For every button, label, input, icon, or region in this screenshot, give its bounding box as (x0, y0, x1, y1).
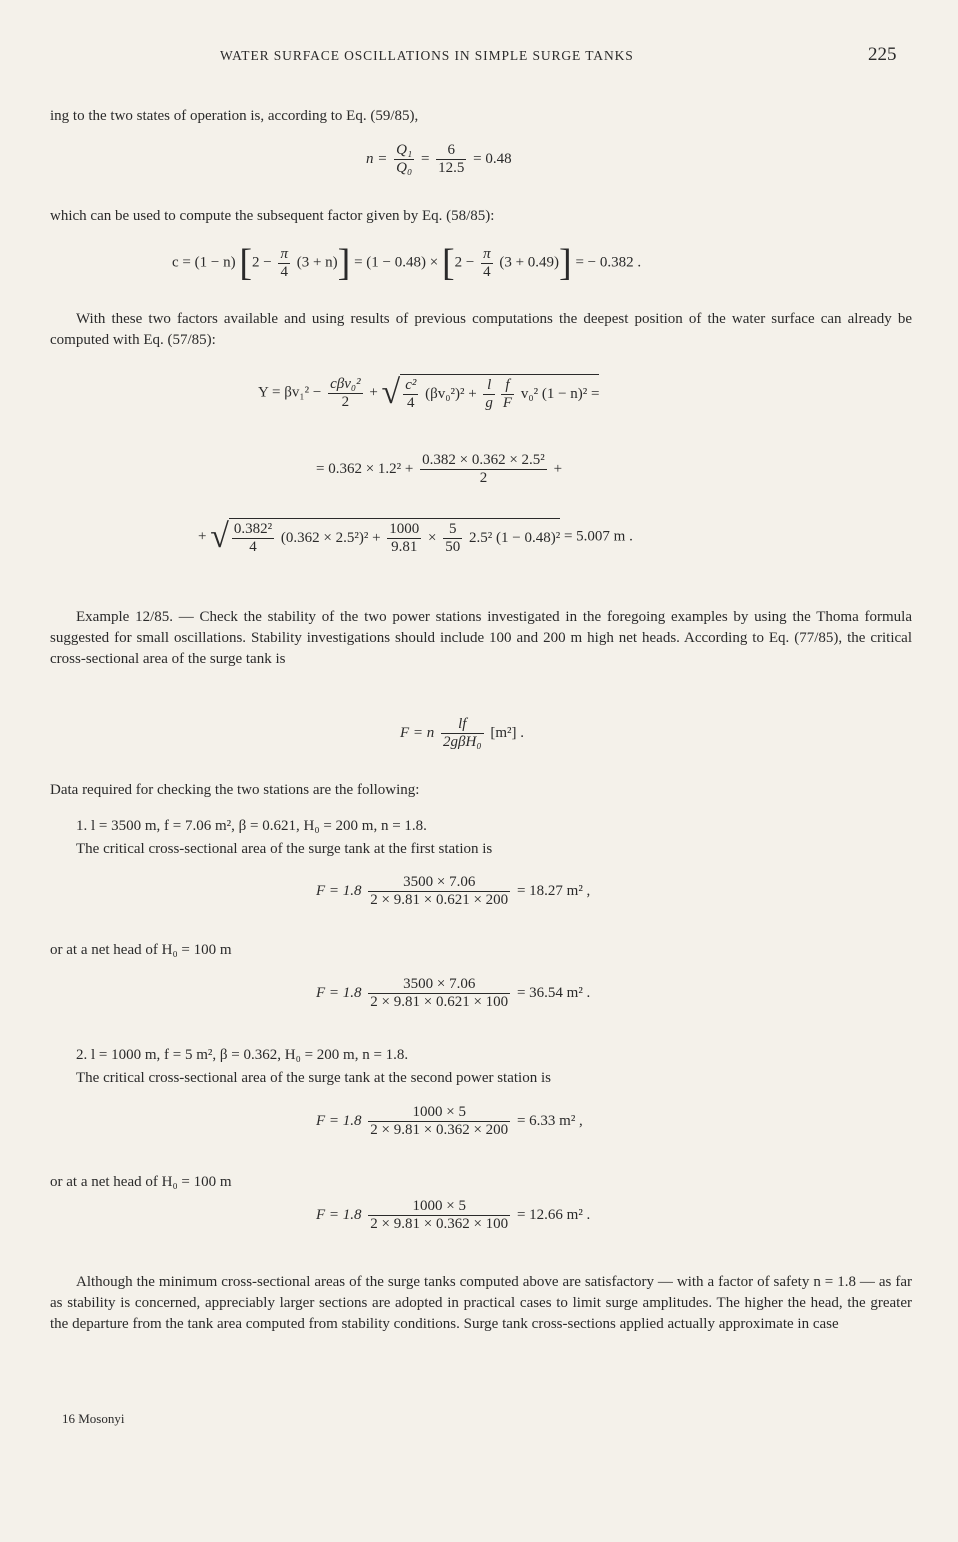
eq-term: 2.5² (1 − 0.48)² (469, 529, 561, 546)
denominator: 4 (407, 395, 415, 411)
eq-result: = 36.54 m² . (516, 984, 591, 1001)
eq-result: = 18.27 m² , (516, 882, 591, 899)
denominator: 2 × 9.81 × 0.362 × 100 (370, 1216, 509, 1232)
eq-result: = 12.66 m² . (516, 1206, 591, 1223)
numerator: 1000 × 5 (368, 1104, 510, 1122)
numerator: lf (441, 716, 484, 734)
eq-result: = 6.33 m² , (516, 1112, 583, 1129)
denominator: 2 (479, 470, 488, 486)
eq-term: = 0.362 × 1.2² + (316, 460, 414, 477)
denominator: 2 × 9.81 × 0.621 × 200 (370, 892, 509, 908)
eq-term: v₀² (1 − n)² = (520, 385, 600, 402)
fraction (403, 377, 418, 412)
equation-1 (316, 874, 590, 909)
sqrt-body (400, 374, 599, 412)
eq-term: + (553, 460, 563, 477)
eq-term: Y = βv₁² − (258, 384, 322, 401)
paragraph-example (50, 607, 912, 670)
fraction (420, 452, 547, 487)
eq-term: F = n (400, 724, 435, 741)
sqrt-body (229, 518, 560, 556)
paragraph: which can be used to compute the subsequent factor given by Eq. (58/85): (50, 208, 495, 224)
bracket-open: [ (239, 242, 252, 284)
eq-term: c = (1 − n) (172, 254, 236, 271)
running-title: WATER SURFACE OSCILLATIONS IN SIMPLE SURGE TANKS (220, 48, 634, 63)
bracket-close: ] (337, 242, 351, 284)
paragraph: The critical cross-sectional area of the surge tank at the second power station is (76, 1070, 551, 1086)
numerator: 1000 × 5 (368, 1198, 510, 1216)
paragraph: 2. l = 1000 m, f = 5 m², β = 0.362, H₀ = 200 m, n = 1.8. (76, 1047, 409, 1063)
numerator: 0.382² (233, 521, 273, 537)
numerator: 0.382 × 0.362 × 2.5² (422, 452, 545, 468)
fraction (501, 377, 514, 412)
fraction (278, 246, 290, 281)
page-header (0, 42, 958, 70)
eq-term: (βv₀²)² + (425, 385, 477, 402)
denominator: 2 × 9.81 × 0.362 × 200 (370, 1122, 509, 1138)
numerator: cβv₀² (330, 375, 361, 392)
paragraph: Although the minimum cross-sectional areas of the surge tanks computed above are satisfactory — with a factor of safety n = 1.8 — as far as stability is concerned, appreciably larger sections are adopted in practical cases to limit surge amplitudes. The higher the head, the greater the departure from the tank area computed from stability conditions. Surge tank cross-sections applied actually approximate in case (50, 1274, 912, 1332)
equation-f (400, 716, 524, 751)
fraction (368, 1198, 510, 1233)
denominator: g (485, 395, 493, 411)
numerator: 5 (443, 521, 462, 539)
numerator: Q₁ (396, 142, 413, 158)
eq-term: 2 − (454, 254, 475, 271)
bracket-close: ] (559, 242, 572, 284)
numerator: 1000 (389, 521, 420, 537)
paragraph: 1. l = 3500 m, f = 7.06 m², β = 0.621, H₀ = 200 m, n = 1.8. (76, 818, 427, 834)
equation-c (172, 244, 641, 282)
denominator: F (502, 395, 513, 411)
eq-result: = − 0.382 . (575, 254, 642, 271)
paragraph: With these two factors available and using results of previous computations the deepest position of the water surface can already be computed with Eq. (57/85): (50, 311, 912, 348)
denominator: Q₀ (396, 160, 413, 176)
eq-term: n = (366, 150, 388, 167)
eq-term: 2 − (251, 254, 272, 271)
eq-term: + (369, 384, 378, 401)
equation-n (366, 142, 512, 177)
eq-result: = 0.48 (473, 150, 512, 167)
numerator: l (483, 377, 495, 395)
fraction (368, 1104, 510, 1139)
denominator: 4 (280, 263, 288, 280)
footer-signature: 16 Mosonyi (62, 1411, 125, 1426)
sqrt-symbol: √ (210, 518, 229, 555)
eq-term: = (1 − 0.48) × (354, 254, 439, 271)
equation-4 (316, 1198, 590, 1233)
denominator: 4 (483, 263, 491, 280)
denominator: 4 (249, 539, 257, 555)
eq-term: F = 1.8 (316, 882, 362, 899)
numerator: π (280, 245, 288, 262)
denominator: 50 (445, 539, 461, 555)
fraction (232, 521, 274, 556)
fraction (368, 874, 510, 909)
denominator: 2 (341, 393, 350, 410)
eq-term: [m²] . (490, 724, 524, 741)
equation-y-line2 (316, 452, 562, 487)
denominator: 9.81 (391, 539, 418, 555)
fraction (481, 246, 493, 281)
eq-term: F = 1.8 (316, 1206, 362, 1223)
sqrt-symbol: √ (381, 374, 401, 411)
numerator: 3500 × 7.06 (368, 976, 510, 994)
numerator: f (501, 377, 514, 395)
denominator: 12.5 (438, 160, 465, 176)
eq-term: F = 1.8 (316, 984, 362, 1001)
numerator: π (483, 245, 491, 262)
equation-y-line3 (198, 518, 633, 556)
eq-term: (0.362 × 2.5²)² + (280, 529, 381, 546)
fraction (441, 716, 484, 751)
paragraph: or at a net head of H₀ = 100 m (50, 942, 232, 958)
page-number: 225 (868, 44, 897, 65)
fraction (483, 377, 495, 412)
bracket-open: [ (441, 242, 455, 284)
fraction (328, 376, 363, 411)
fraction (387, 521, 421, 556)
eq-term: × (428, 529, 437, 546)
numerator: 3500 × 7.06 (368, 874, 510, 892)
paragraph: or at a net head of H₀ = 100 m (50, 1174, 232, 1190)
eq-term: + (198, 528, 207, 545)
fraction (368, 976, 510, 1011)
paragraph-text: Example 12/85. — Check the stability of the two power stations investigated in the foregoing examples by using the Thoma formula suggested for small oscillations. Stability investigations should include 100 and 200 m high net heads. According to Eq. (77/85), the critical cross-sectional area of the surge tank is (50, 609, 912, 667)
denominator: 2 × 9.81 × 0.621 × 100 (370, 994, 509, 1010)
eq-term: F = 1.8 (316, 1112, 362, 1129)
numerator: c² (405, 377, 417, 393)
equation-2 (316, 976, 590, 1011)
fraction (436, 142, 466, 177)
numerator: 6 (436, 142, 466, 160)
paragraph: Data required for checking the two stations are the following: (50, 782, 420, 798)
eq-result: = 5.007 m . (563, 528, 633, 545)
eq-term: (3 + 0.49) (499, 254, 560, 271)
paragraph: The critical cross-sectional area of the surge tank at the first station is (76, 841, 493, 857)
denominator: 2gβH₀ (443, 734, 482, 750)
fraction (394, 142, 414, 177)
equation-y-line1 (258, 374, 599, 412)
eq-term: = (420, 150, 430, 167)
paragraph: ing to the two states of operation is, according to Eq. (59/85), (50, 108, 419, 124)
eq-term: (3 + n) (296, 254, 338, 271)
equation-3 (316, 1104, 583, 1139)
fraction (443, 521, 462, 556)
